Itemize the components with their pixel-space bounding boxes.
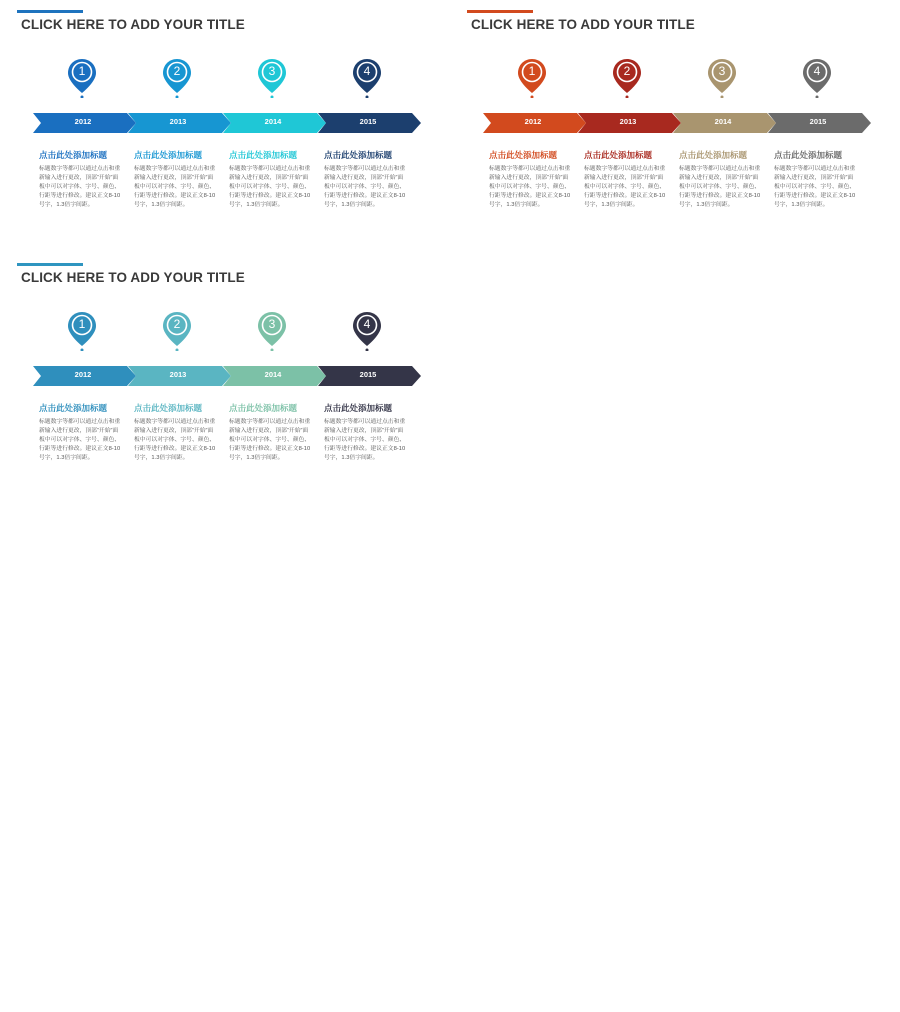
map-pin-icon: [517, 58, 547, 98]
step-number: 3: [268, 317, 276, 331]
step-year: 2015: [359, 370, 377, 379]
step-description[interactable]: 标题数字等都可以通过点击和重新输入进行更改，顶部“开始”面板中可以对字体、字号、颜色、行距等进行修改。建议正文8-10号字，1.3倍字间距。: [229, 166, 311, 208]
map-pin-icon: [802, 58, 832, 98]
step-heading[interactable]: 点击此处添加标题: [584, 150, 653, 160]
step-description[interactable]: 标题数字等都可以通过点击和重新输入进行更改，顶部“开始”面板中可以对字体、字号、颜色、行距等进行修改。建议正文8-10号字，1.3倍字间距。: [774, 166, 856, 208]
step-heading[interactable]: 点击此处添加标题: [229, 403, 298, 413]
map-pin-icon: [257, 311, 287, 351]
step-heading[interactable]: 点击此处添加标题: [324, 403, 393, 413]
step-description[interactable]: 标题数字等都可以通过点击和重新输入进行更改，顶部“开始”面板中可以对字体、字号、颜色、行距等进行修改。建议正文8-10号字，1.3倍字间距。: [39, 419, 121, 461]
step-number: 2: [173, 64, 181, 78]
step-year: 2015: [809, 117, 827, 126]
title-accent-bar: [17, 263, 83, 266]
step-number: 4: [363, 64, 371, 78]
step-year: 2015: [359, 117, 377, 126]
step-year: 2013: [169, 117, 187, 126]
step-heading[interactable]: 点击此处添加标题: [39, 150, 108, 160]
timeline-step: [578, 58, 674, 248]
step-year: 2013: [169, 370, 187, 379]
step-number: 3: [268, 64, 276, 78]
map-pin-icon: [352, 311, 382, 351]
map-pin-icon: [162, 311, 192, 351]
step-year: 2014: [714, 117, 732, 126]
map-pin-icon: [67, 58, 97, 98]
step-heading[interactable]: 点击此处添加标题: [134, 150, 203, 160]
step-number: 4: [813, 64, 821, 78]
timeline-step: [128, 311, 224, 501]
step-number: 4: [363, 317, 371, 331]
step-description[interactable]: 标题数字等都可以通过点击和重新输入进行更改，顶部“开始”面板中可以对字体、字号、颜色、行距等进行修改。建议正文8-10号字，1.3倍字间距。: [134, 166, 216, 208]
timeline-step: [768, 58, 864, 248]
step-description[interactable]: 标题数字等都可以通过点击和重新输入进行更改，顶部“开始”面板中可以对字体、字号、颜色、行距等进行修改。建议正文8-10号字，1.3倍字间距。: [134, 419, 216, 461]
map-pin-icon: [707, 58, 737, 98]
step-heading[interactable]: 点击此处添加标题: [679, 150, 748, 160]
step-year: 2012: [74, 370, 92, 379]
map-pin-icon: [352, 58, 382, 98]
step-year: 2014: [264, 117, 282, 126]
title-accent-bar: [467, 10, 533, 13]
timeline-panel: [17, 263, 437, 493]
step-description[interactable]: 标题数字等都可以通过点击和重新输入进行更改，顶部“开始”面板中可以对字体、字号、颜色、行距等进行修改。建议正文8-10号字，1.3倍字间距。: [489, 166, 571, 208]
map-pin-icon: [612, 58, 642, 98]
step-heading[interactable]: 点击此处添加标题: [39, 403, 108, 413]
step-description[interactable]: 标题数字等都可以通过点击和重新输入进行更改，顶部“开始”面板中可以对字体、字号、颜色、行距等进行修改。建议正文8-10号字，1.3倍字间距。: [324, 166, 406, 208]
timeline-step: [673, 58, 769, 248]
step-heading[interactable]: 点击此处添加标题: [324, 150, 393, 160]
step-description[interactable]: 标题数字等都可以通过点击和重新输入进行更改，顶部“开始”面板中可以对字体、字号、颜色、行距等进行修改。建议正文8-10号字，1.3倍字间距。: [39, 166, 121, 208]
timeline-step: [33, 58, 129, 248]
step-year: 2013: [619, 117, 637, 126]
step-year: 2012: [74, 117, 92, 126]
timeline-step: [223, 58, 319, 248]
step-heading[interactable]: 点击此处添加标题: [229, 150, 298, 160]
map-pin-icon: [257, 58, 287, 98]
timeline-step: [128, 58, 224, 248]
map-pin-icon: [162, 58, 192, 98]
step-number: 1: [78, 317, 86, 331]
step-number: 2: [623, 64, 631, 78]
step-number: 1: [528, 64, 536, 78]
title-accent-bar: [17, 10, 83, 13]
step-number: 1: [78, 64, 86, 78]
step-heading[interactable]: 点击此处添加标题: [774, 150, 843, 160]
map-pin-icon: [67, 311, 97, 351]
step-year: 2012: [524, 117, 542, 126]
step-number: 3: [718, 64, 726, 78]
step-heading[interactable]: 点击此处添加标题: [489, 150, 558, 160]
step-description[interactable]: 标题数字等都可以通过点击和重新输入进行更改，顶部“开始”面板中可以对字体、字号、颜色、行距等进行修改。建议正文8-10号字，1.3倍字间距。: [229, 419, 311, 461]
step-number: 2: [173, 317, 181, 331]
panel-title[interactable]: CLICK HERE TO ADD YOUR TITLE: [21, 270, 245, 285]
timeline-panel: [17, 10, 437, 240]
timeline-panel: [467, 10, 887, 240]
step-year: 2014: [264, 370, 282, 379]
timeline-step: [33, 311, 129, 501]
timeline-step: [483, 58, 579, 248]
step-description[interactable]: 标题数字等都可以通过点击和重新输入进行更改，顶部“开始”面板中可以对字体、字号、颜色、行距等进行修改。建议正文8-10号字，1.3倍字间距。: [679, 166, 761, 208]
step-description[interactable]: 标题数字等都可以通过点击和重新输入进行更改，顶部“开始”面板中可以对字体、字号、颜色、行距等进行修改。建议正文8-10号字，1.3倍字间距。: [584, 166, 666, 208]
timeline-step: [318, 58, 414, 248]
step-heading[interactable]: 点击此处添加标题: [134, 403, 203, 413]
step-description[interactable]: 标题数字等都可以通过点击和重新输入进行更改，顶部“开始”面板中可以对字体、字号、颜色、行距等进行修改。建议正文8-10号字，1.3倍字间距。: [324, 419, 406, 461]
timeline-step: [318, 311, 414, 501]
timeline-step: [223, 311, 319, 501]
panel-title[interactable]: CLICK HERE TO ADD YOUR TITLE: [21, 17, 245, 32]
panel-title[interactable]: CLICK HERE TO ADD YOUR TITLE: [471, 17, 695, 32]
